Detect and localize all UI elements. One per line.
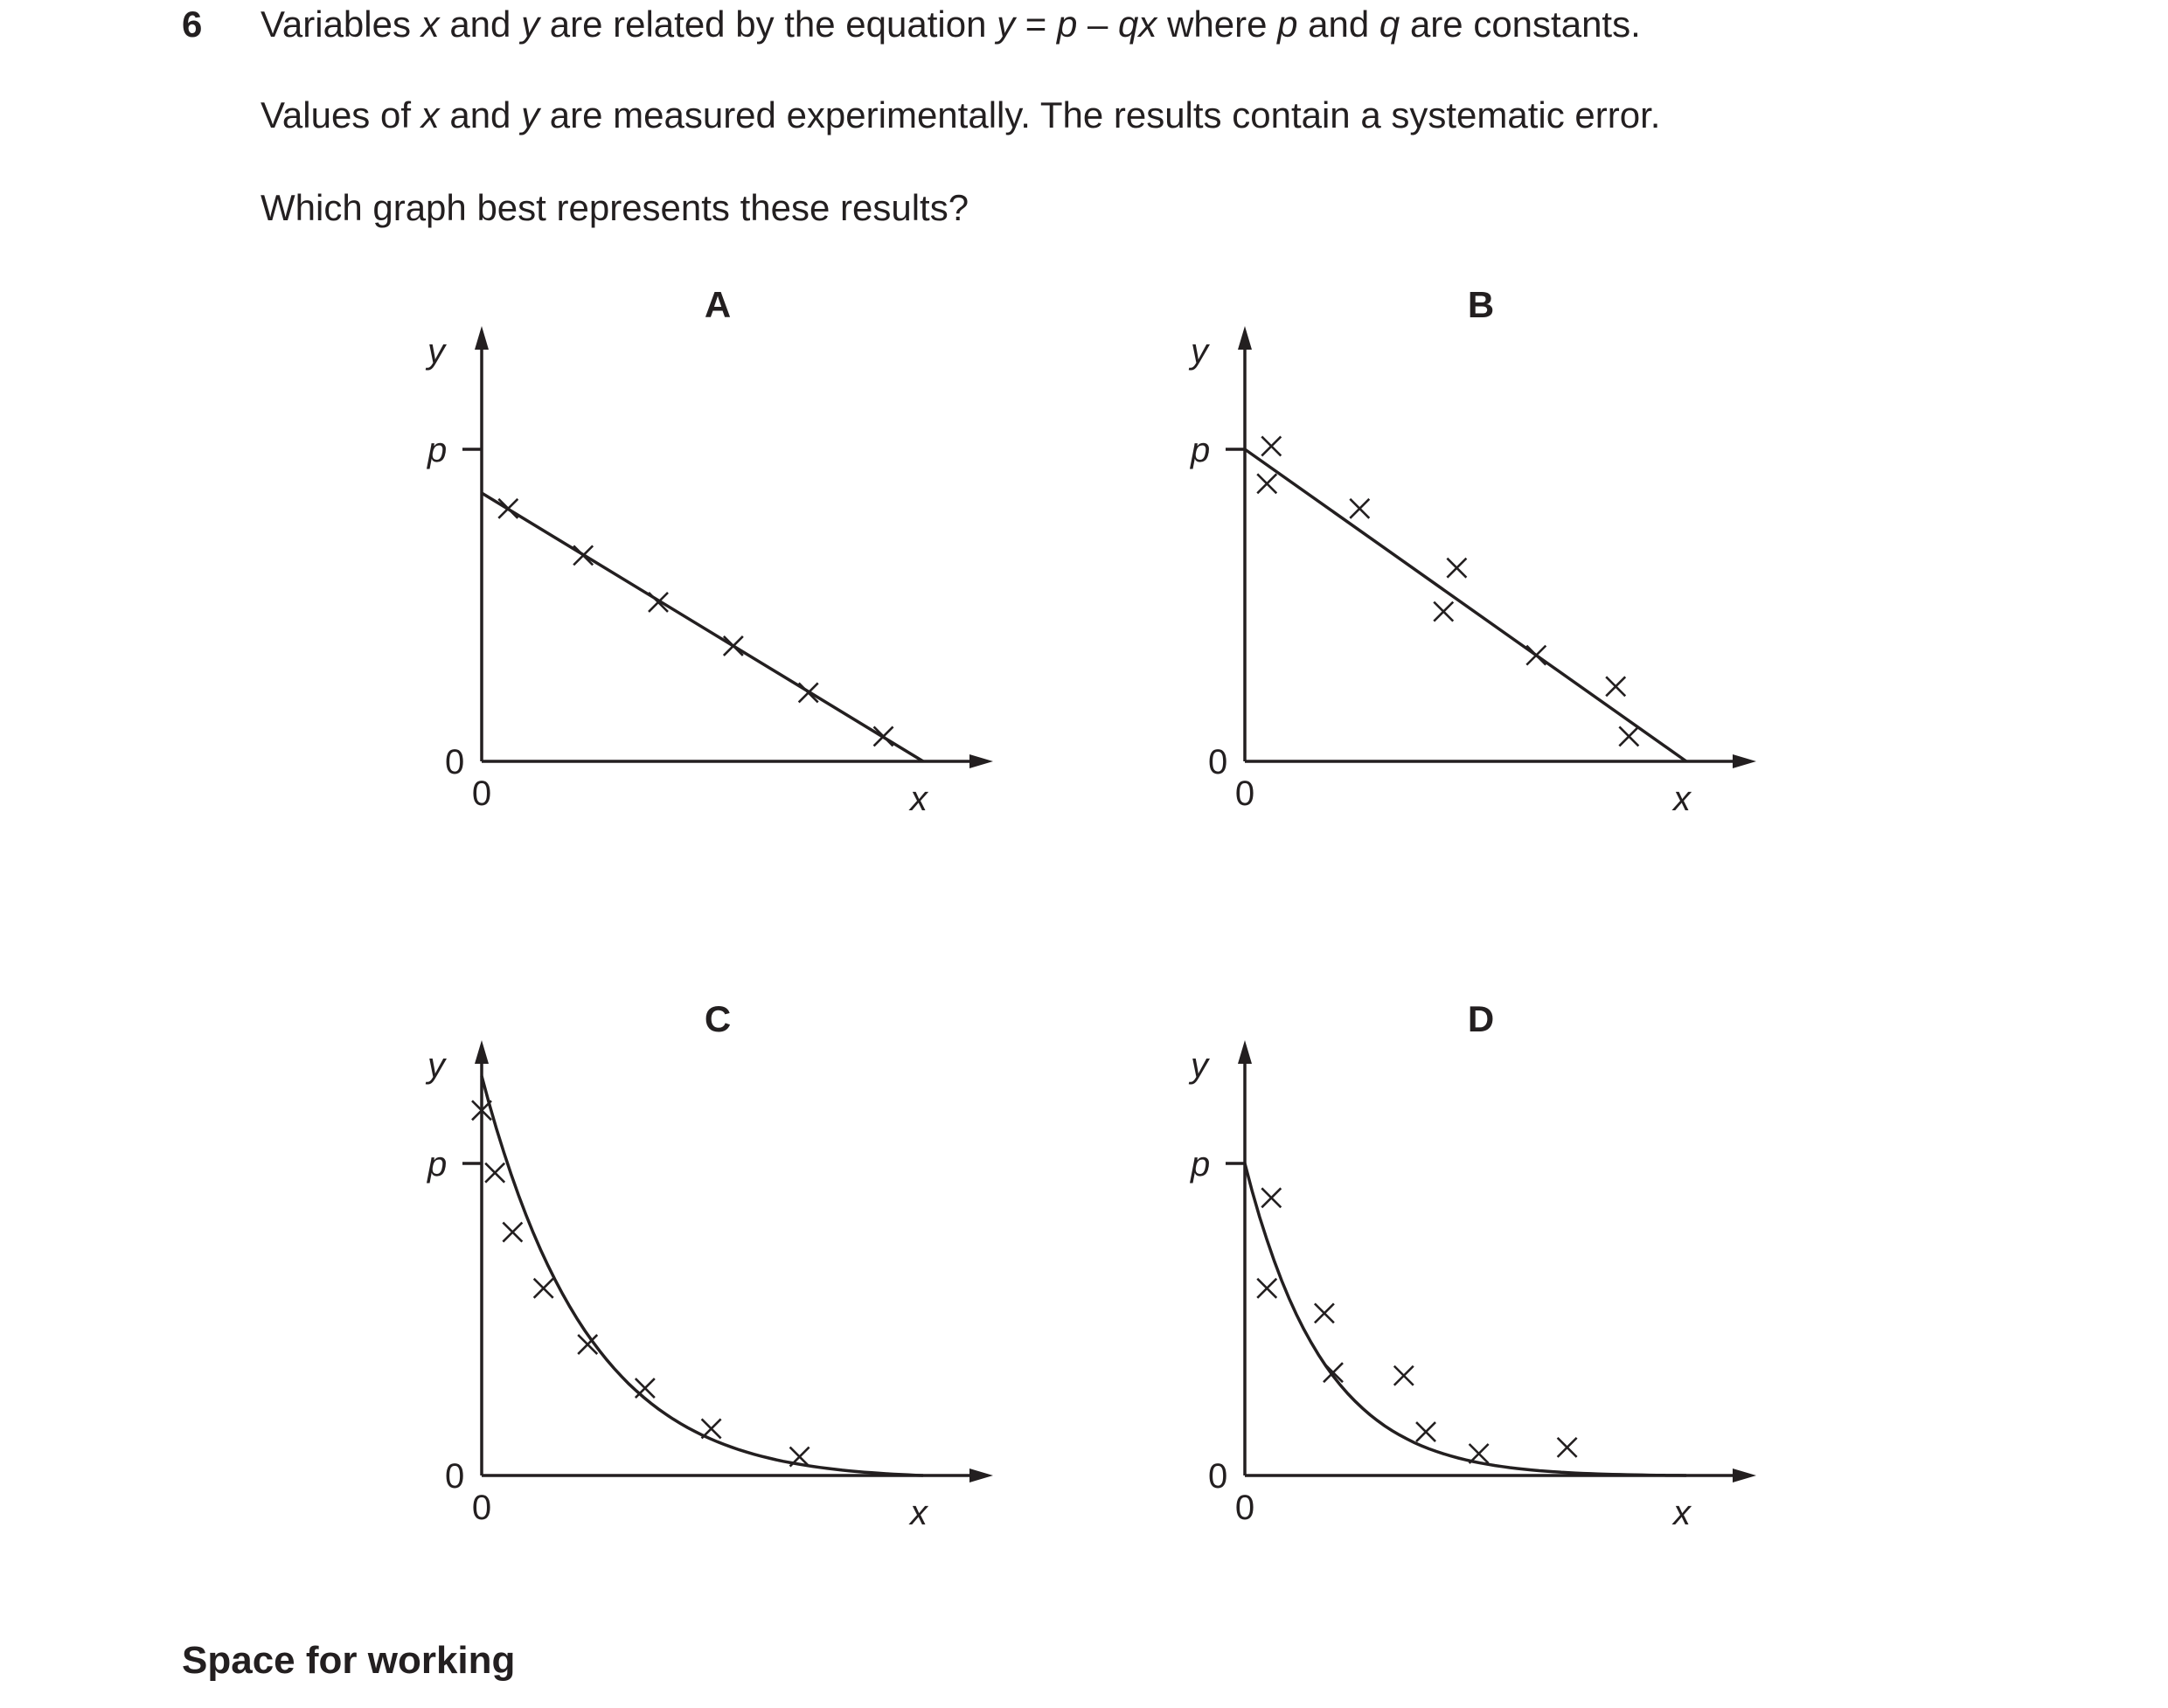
- data-point-cross: [1526, 646, 1546, 665]
- data-point-cross: [1606, 677, 1625, 696]
- var-q: q: [1379, 3, 1400, 45]
- y-tick-label-p: p: [427, 431, 448, 469]
- x-tick-label-zero: 0: [1234, 774, 1255, 813]
- best-fit-curve: [1245, 1163, 1686, 1475]
- data-point-cross: [485, 1163, 504, 1183]
- data-point-cross: [874, 726, 893, 746]
- x-tick-label-zero: 0: [1234, 1489, 1255, 1527]
- graph-a: [425, 284, 993, 818]
- data-point-cross: [1434, 602, 1453, 621]
- data-point-cross: [1257, 1279, 1276, 1298]
- graph-d: [1188, 998, 1756, 1532]
- text: are measured experimentally. The results contain a systematic error.: [539, 94, 1661, 135]
- data-point-cross: [1619, 726, 1638, 746]
- text: Values of: [261, 94, 421, 135]
- data-point-cross: [724, 636, 743, 656]
- graph-title: B: [1467, 284, 1495, 325]
- text: where: [1157, 3, 1278, 45]
- text: and: [439, 94, 522, 135]
- data-point-cross: [1416, 1422, 1435, 1441]
- var-x: x: [420, 94, 440, 135]
- var-p: p: [1056, 3, 1078, 45]
- y-tick-label-zero: 0: [1208, 1457, 1228, 1496]
- x-tick-label-zero: 0: [471, 774, 492, 813]
- graph-title: C: [704, 998, 732, 1039]
- x-axis-arrow-icon: [969, 1468, 993, 1482]
- data-point-cross: [1394, 1366, 1414, 1385]
- data-point-cross: [636, 1378, 655, 1398]
- data-point-cross: [498, 499, 518, 518]
- text: and: [439, 3, 522, 45]
- y-axis-arrow-icon: [475, 326, 489, 350]
- best-fit-curve: [482, 1076, 923, 1475]
- graph-title: D: [1467, 998, 1495, 1039]
- var-y: y: [997, 3, 1016, 45]
- data-point-cross: [534, 1279, 553, 1298]
- text: are related by the equation: [539, 3, 997, 45]
- best-fit-line: [1245, 449, 1686, 761]
- y-tick-label-p: p: [1191, 1145, 1211, 1184]
- x-axis-arrow-icon: [1733, 1468, 1756, 1482]
- y-axis-label: y: [1191, 332, 1208, 371]
- x-axis-label: x: [910, 1494, 928, 1532]
- data-point-cross: [503, 1223, 522, 1242]
- y-axis-arrow-icon: [475, 1040, 489, 1064]
- x-axis-arrow-icon: [969, 754, 993, 768]
- data-point-cross: [1257, 474, 1276, 493]
- data-point-cross: [1350, 499, 1369, 518]
- x-axis-label: x: [910, 780, 928, 818]
- question-number: 6: [182, 3, 203, 45]
- var-qx: qx: [1118, 3, 1157, 45]
- y-axis-label: y: [1191, 1046, 1208, 1085]
- data-point-cross: [1324, 1363, 1343, 1382]
- y-axis-arrow-icon: [1238, 326, 1252, 350]
- x-axis-arrow-icon: [1733, 754, 1756, 768]
- x-tick-label-zero: 0: [471, 1489, 492, 1527]
- data-point-cross: [1447, 559, 1466, 578]
- y-tick-label-zero: 0: [445, 1457, 465, 1496]
- data-point-cross: [1558, 1438, 1577, 1457]
- best-fit-line: [482, 493, 923, 761]
- text: Variables: [261, 3, 421, 45]
- data-point-cross: [1261, 436, 1281, 455]
- data-point-cross: [1261, 1188, 1281, 1207]
- text: are constants.: [1400, 3, 1641, 45]
- data-point-cross: [1470, 1444, 1489, 1463]
- text: =: [1015, 3, 1057, 45]
- data-point-cross: [1315, 1303, 1334, 1323]
- y-axis-label: y: [427, 332, 445, 371]
- var-y: y: [521, 3, 540, 45]
- graph-c: [425, 998, 993, 1532]
- data-point-cross: [702, 1419, 721, 1438]
- var-p: p: [1277, 3, 1298, 45]
- y-tick-label-zero: 0: [1208, 743, 1228, 781]
- space-for-working-label: Space for working: [182, 1639, 516, 1682]
- var-y: y: [521, 94, 540, 135]
- text: –: [1077, 3, 1119, 45]
- graph-title: A: [704, 284, 732, 325]
- x-axis-label: x: [1673, 1494, 1691, 1532]
- text: and: [1297, 3, 1379, 45]
- x-axis-label: x: [1673, 780, 1691, 818]
- y-tick-label-zero: 0: [445, 743, 465, 781]
- data-point-cross: [799, 683, 818, 702]
- data-point-cross: [649, 593, 668, 612]
- y-axis-label: y: [427, 1046, 445, 1085]
- y-tick-label-p: p: [427, 1145, 448, 1184]
- question-line-3: Which graph best represents these results?: [261, 187, 969, 228]
- var-x: x: [420, 3, 440, 45]
- y-axis-arrow-icon: [1238, 1040, 1252, 1064]
- data-point-cross: [573, 545, 593, 565]
- y-tick-label-p: p: [1191, 431, 1211, 469]
- graph-b: [1188, 284, 1756, 818]
